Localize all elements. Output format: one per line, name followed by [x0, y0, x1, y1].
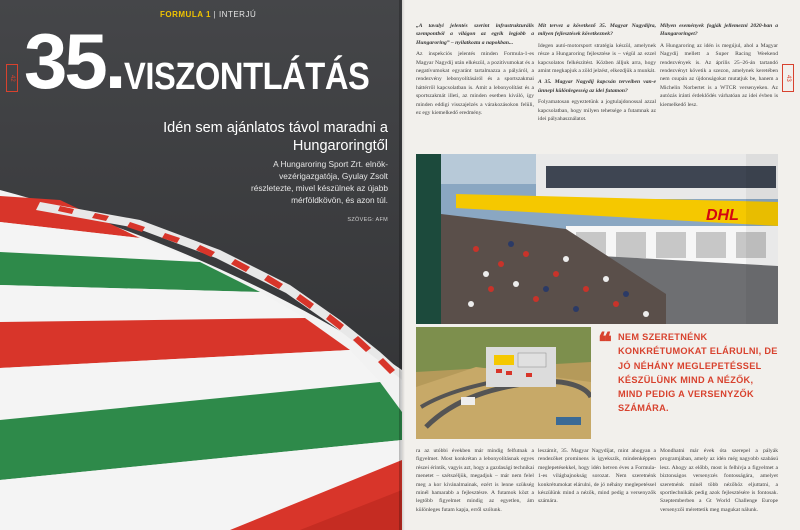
bottom-text-column-3 [660, 447, 778, 517]
section-number: 1 [205, 10, 211, 19]
article-paragraph: Mondhatni már évek óta szerepel a pályák programjában, amely az idén még nagyobb szabású lesz. Ahogy az előbb, most is felhívja a figyelmet a biztonságos versenyzés fontosságára, amelyet szeretnénk minél több nézőhöz eljuttatni, a sportlechnikák pedig azok fejlesztésére is fontosak. Szeptemberben a Gt World Challenge Europe versenyzői mérettetik meg magukat nálunk. [660, 448, 778, 513]
text-column-2 [538, 22, 656, 126]
article-byline: SZÖVEG: AFM [347, 217, 388, 223]
dhl-banner-text: DHL [706, 207, 739, 224]
interview-question: „A tavalyi jelentés szerint infrastrukturális szempontból a világon az egyik legjobb a Hungaroring” – nyilatkozta a napokban... [416, 23, 534, 46]
page-number-left: 42 [6, 64, 18, 92]
quote-mark-icon: ❝ [598, 328, 612, 357]
aerial-circuit-photo [416, 327, 591, 439]
section-tag [160, 10, 256, 19]
section-separator: | [213, 10, 217, 19]
interview-question: Mit tervez a következő 35. Magyar Nagydíjra, milyen fejlesztések következnek? [538, 23, 656, 38]
bottom-text-column-2 [538, 447, 656, 509]
interview-question: Milyen események fogják jellemezni 2020-ban a Hungaroringet? [660, 23, 778, 38]
text-column-3 [660, 22, 778, 112]
section-name: FORMULA [160, 10, 204, 19]
section-category: INTERJÚ [218, 10, 257, 19]
pull-quote-text: NEM SZERETNÉNK KONKRÉTUMOKAT ELÁRULNI, DE JÓ NÉHÁNY MEGLEPETÉSSEL KÉSZÜLÜNK MIND A NÉZŐK, MIND PEDIG A VERSENYZŐK SZÁMÁRA. [618, 332, 778, 414]
interview-answer: A Hungaroring az idén is megújul, ahol a Magyar Nagydíj mellett a Super Racing Weekend rendezvények is. Az április 25–26-án tartandó rendezvényt követik a szezon, amelynek keretében nem csupán az újdonságokat mutatjuk be, hanem a Michelin Norbertet is a WTCR versenyeken. Az autózás iránti érdeklődés várhatóan az idei évben is kiemelkedő lesz. [660, 42, 778, 108]
article-paragraph: ra az utóbbi években már mindig felfutnak a figyelmet. Most konkrétan a lebonyolításnak egyes részei érintik, vagyis azt, hogy a gazdasági technikai menetet – szétszéljük, megadjuk – már nem felel meg a kor kívánalmainak, ezért is lenne szükség minél hamarabb a fejlesztésre. A futamok közt a legtöbb figyelmet mindig az egyetlen, ám különleges futam kapja, erről szólunk. [416, 448, 534, 513]
headline-number: 35. [24, 17, 124, 105]
bottom-text-column-1 [416, 447, 534, 517]
headline-title: VISZONTLÁTÁS [124, 56, 370, 98]
article-subtitle: Idén sem ajánlatos távol maradni a Hungaroringtől [163, 120, 388, 155]
interview-answer: Folyamatosan egyeztetünk a jogtulajdonossal azzal kapcsolatban, hogy milyen tehetsége a futamnak az idei pályahasználatot. [538, 99, 656, 122]
page-number-right: 43 [782, 64, 794, 92]
article-lead: A Hungaroring Sport Zrt. elnök-vezérigazgatója, Gyulay Zsolt részletezte, mivel készülnek az újabb mérföldkövön, és azon túl. [251, 159, 388, 206]
interview-answer: Idegen autó-motorsport stratégia készül, amelynek része a Hungaroring fejlesztése is – végül az ezzel kapcsolatos felkészítést. Közben álljuk arra, hogy amint megkapjuk a zöld jelzést, elkezdjük a munkát. [538, 42, 656, 74]
interview-answer: Az inspekciós jelentés minden Formula-1-es Magyar Nagydíj után elkészül, a pozitívumokat és a negatívumokat egyaránt tartalmazza a pályáról, a rendezvény lebonyolításáról és a sportszakmai háttérről kapcsolatban is. Amit a lebonyolítást és a sportszakmát illeti, az minden esetben kiváló, így minden eddigi visszajelzés a várakozásokon felüli, ez egy kiemelkedő eredmény. [416, 51, 534, 116]
pitlane-crowd-photo [416, 154, 778, 324]
pull-quote [598, 330, 778, 416]
interview-question: A 35. Magyar Nagydíj kapcsán terveiben van-e ünnepi különlegesség az idei futamon? [538, 79, 656, 94]
article-paragraph: leszámít, 35. Magyar Nagydíjat, mint ahogyan a rendezőket prominens is igyekszik, mindenképpen meglepetésekkel, hogy idén hetven éves a Formula-1-es világbajnokság sorozat. Nem szeretnénk konkrétumokat elárulni, de jó néhány meglepetéssel készülünk mind a nézők, mind pedig a versenyzők számára. [538, 448, 656, 505]
text-column-1 [416, 22, 534, 120]
page-gutter [399, 0, 405, 530]
